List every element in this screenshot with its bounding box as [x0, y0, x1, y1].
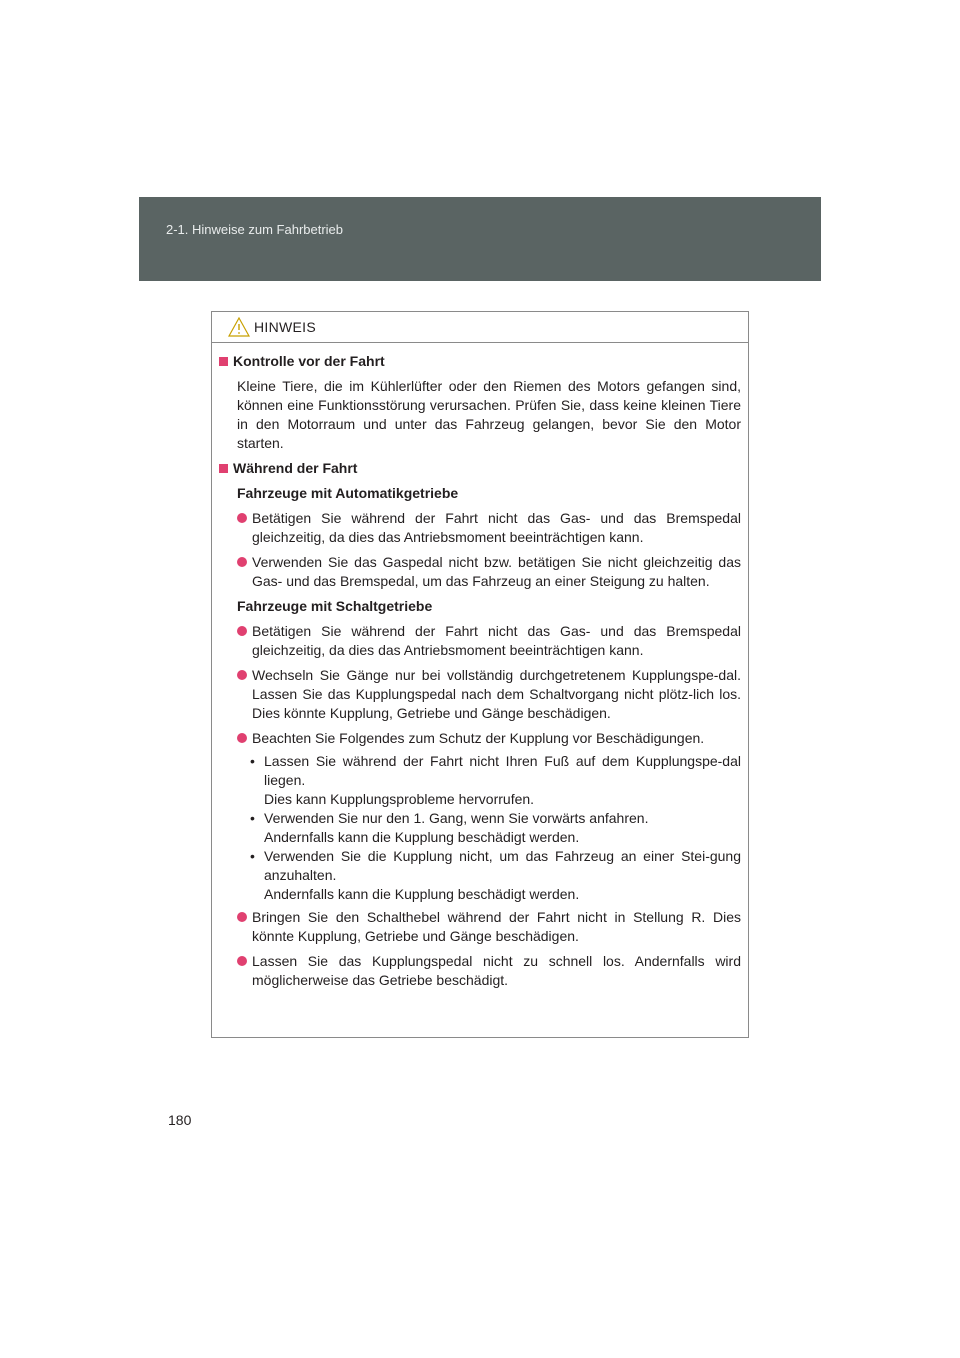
sublist-item: • Verwenden Sie nur den 1. Gang, wenn Sie vorwärts anfahren. Andernfalls kann die Kupplung beschädigt werden.: [250, 810, 649, 845]
circle-bullet-icon: [237, 557, 247, 567]
list-item: Betätigen Sie während der Fahrt nicht das Gas- und das Bremspedal gleichzeitig, da dies das Antriebsmoment beeinträchtigen kann.: [237, 622, 741, 660]
clutch-sublist: [250, 752, 741, 904]
warning-icon: [228, 317, 250, 337]
notice-body: [212, 343, 748, 990]
page-number: 180: [168, 1112, 192, 1128]
notice-title: HINWEIS: [254, 319, 316, 335]
circle-bullet-icon: [237, 912, 247, 922]
notice-header: [212, 312, 748, 343]
square-bullet-icon: [219, 357, 228, 366]
section-heading: Während der Fahrt: [219, 459, 741, 478]
square-bullet-icon: [219, 464, 228, 473]
list-item: Lassen Sie das Kupplungspedal nicht zu schnell los. Andernfalls wird möglicherweise das Getriebe beschädigt.: [237, 952, 741, 990]
header-band: [139, 197, 821, 281]
list-item: Betätigen Sie während der Fahrt nicht das Gas- und das Bremspedal gleichzeitig, da dies das Antriebsmoment beeinträchtigen kann.: [237, 509, 741, 547]
list-item: Beachten Sie Folgendes zum Schutz der Kupplung vor Beschädigungen.: [237, 729, 741, 748]
circle-bullet-icon: [237, 626, 247, 636]
sublist-item: • Verwenden Sie die Kupplung nicht, um das Fahrzeug an einer Stei-gung anzuhalten. Andernfalls kann die Kupplung beschädigt werden.: [250, 848, 741, 902]
circle-bullet-icon: [237, 733, 247, 743]
sublist-item: • Lassen Sie während der Fahrt nicht Ihren Fuß auf dem Kupplungspe-dal liegen. Dies kann Kupplungsprobleme hervorrufen.: [250, 753, 741, 807]
subheading: Fahrzeuge mit Schaltgetriebe: [237, 598, 433, 614]
list-item: Wechseln Sie Gänge nur bei vollständig durchgetretenem Kupplungspe-dal. Lassen Sie das Kupplungspedal nach dem Schaltvorgang nicht plötz-lich los. Dies könnte Kupplung, Getriebe und Gänge beschädigen.: [237, 666, 741, 723]
circle-bullet-icon: [237, 513, 247, 523]
list-item: Bringen Sie den Schalthebel während der Fahrt nicht in Stellung R. Dies könnte Kupplung, Getriebe und Gänge beschädigen.: [237, 908, 741, 946]
subheading: Fahrzeuge mit Automatikgetriebe: [237, 485, 459, 501]
circle-bullet-icon: [237, 670, 247, 680]
paragraph: Kleine Tiere, die im Kühlerlüfter oder den Riemen des Motors gefangen sind, können eine Funktionsstörung verursachen. Prüfen Sie, dass keine kleinen Tiere in den Motorraum und unter das Fahrzeug gelangen, bevor Sie den Motor starten.: [237, 378, 741, 451]
section-title: 2-1. Hinweise zum Fahrbetrieb: [166, 222, 344, 237]
section-heading: Kontrolle vor der Fahrt: [219, 352, 741, 371]
circle-bullet-icon: [237, 956, 247, 966]
notice-box: [211, 311, 749, 1038]
list-item: Verwenden Sie das Gaspedal nicht bzw. betätigen Sie nicht gleichzeitig das Gas- und das Bremspedal, um das Fahrzeug an einer Steigung zu halten.: [237, 553, 741, 591]
